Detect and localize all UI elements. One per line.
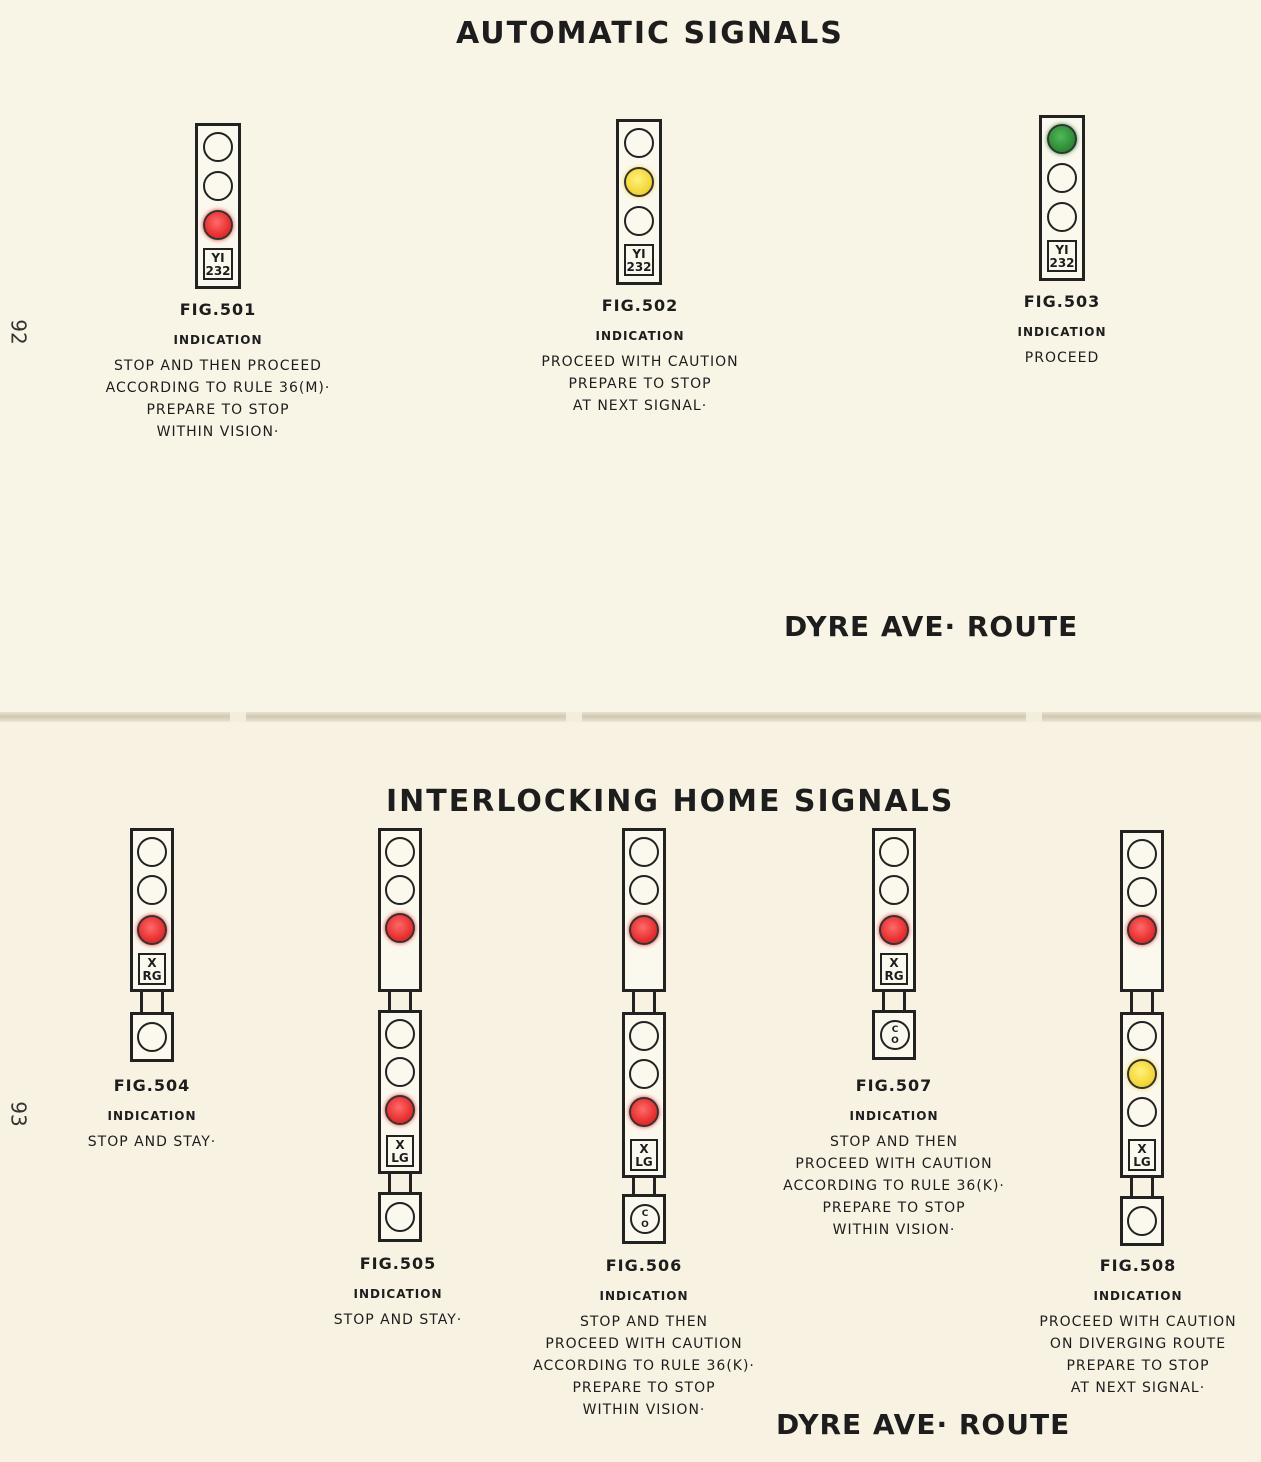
indication-line: PREPARE TO STOP xyxy=(572,1380,716,1396)
signal-mast xyxy=(388,992,412,1010)
figure-label: FIG.504 xyxy=(113,1076,191,1095)
lamp-bottom-red xyxy=(879,915,909,945)
indication-text xyxy=(60,355,376,443)
lamp-top xyxy=(1127,1021,1157,1051)
lamp-top xyxy=(624,128,654,158)
indication-line: AT NEXT SIGNAL· xyxy=(1070,1380,1206,1396)
indication-line: STOP AND STAY· xyxy=(87,1134,217,1150)
indication-text xyxy=(1018,1311,1258,1399)
plate-line: 232 xyxy=(626,260,652,274)
signal-number-plate xyxy=(624,244,654,276)
lower-signal-head xyxy=(378,1192,422,1242)
lamp-middle xyxy=(629,875,659,905)
caption-fig-505 xyxy=(298,1254,498,1331)
lamp-top xyxy=(385,1019,415,1049)
plate-line: YI xyxy=(1055,243,1069,257)
middle-signal-head xyxy=(378,1010,422,1174)
signal-plate xyxy=(880,953,908,985)
signal-mast xyxy=(140,992,164,1012)
plate-line: X xyxy=(1137,1142,1147,1156)
lamp-top xyxy=(137,837,167,867)
page-number: 92 xyxy=(6,319,31,345)
plate-line: RG xyxy=(142,969,162,983)
plate-line: LG xyxy=(635,1155,653,1169)
indication-line: STOP AND THEN xyxy=(579,1314,709,1330)
signal-mast xyxy=(882,992,906,1010)
figure-label: FIG.506 xyxy=(605,1256,683,1275)
call-on-marker xyxy=(880,1020,910,1050)
indication-text xyxy=(480,351,800,417)
caption-fig-501 xyxy=(60,300,376,443)
signal-number-plate xyxy=(203,248,233,280)
lamp-lower xyxy=(137,1022,167,1052)
fold-notch xyxy=(1026,712,1042,722)
page-92 xyxy=(0,0,1261,712)
page-heading-interlocking: INTERLOCKING HOME SIGNALS xyxy=(386,784,955,819)
page-93 xyxy=(0,722,1261,1462)
plate-line: LG xyxy=(391,1151,409,1165)
lamp-bottom-red xyxy=(385,1095,415,1125)
lower-signal-head xyxy=(130,1012,174,1062)
signal-plate xyxy=(386,1135,414,1167)
indication-line: PREPARE TO STOP xyxy=(568,376,712,392)
indication-line: PREPARE TO STOP xyxy=(822,1200,966,1216)
caption-fig-502 xyxy=(480,296,800,417)
lamp-top xyxy=(203,132,233,162)
indication-line: WITHIN VISION· xyxy=(832,1222,956,1238)
indication-line: STOP AND STAY· xyxy=(333,1312,463,1328)
lamp-middle xyxy=(385,1057,415,1087)
lamp-bottom-red xyxy=(137,915,167,945)
lamp-middle xyxy=(629,1059,659,1089)
figure-label: FIG.507 xyxy=(855,1076,933,1095)
lamp-top xyxy=(1127,839,1157,869)
upper-signal-head xyxy=(622,828,666,992)
signal-mast xyxy=(388,1174,412,1192)
lamp-top-green xyxy=(1047,124,1077,154)
call-on-marker xyxy=(630,1204,660,1234)
plate-line: YI xyxy=(211,251,225,265)
indication-label: INDICATION xyxy=(849,1109,939,1123)
figure-label: FIG.505 xyxy=(359,1254,437,1273)
indication-line: PROCEED WITH CAUTION xyxy=(545,1336,743,1352)
signal-head xyxy=(616,119,662,285)
lamp-middle xyxy=(1127,877,1157,907)
signal-mast xyxy=(1130,992,1154,1012)
lamp-bottom-red xyxy=(629,915,659,945)
lamp-middle xyxy=(203,171,233,201)
upper-signal-head xyxy=(130,828,174,992)
plate-line: LG xyxy=(1133,1155,1151,1169)
caption-fig-507 xyxy=(754,1076,1034,1241)
lamp-middle-yellow xyxy=(624,167,654,197)
lamp-top xyxy=(385,837,415,867)
caption-fig-506 xyxy=(504,1256,784,1421)
indication-text xyxy=(298,1309,498,1331)
indication-line: ACCORDING TO RULE 36(K)· xyxy=(783,1178,1005,1194)
lamp-lower xyxy=(1127,1206,1157,1236)
lamp-top xyxy=(879,837,909,867)
lamp-middle-yellow xyxy=(1127,1059,1157,1089)
plate-line: X xyxy=(147,956,157,970)
plate-line: 232 xyxy=(1049,256,1075,270)
indication-line: PREPARE TO STOP xyxy=(1066,1358,1210,1374)
indication-line: AT NEXT SIGNAL· xyxy=(572,398,708,414)
indication-line: ON DIVERGING ROUTE xyxy=(1049,1336,1227,1352)
lamp-middle xyxy=(385,875,415,905)
indication-line: WITHIN VISION· xyxy=(582,1402,706,1418)
plate-line: 232 xyxy=(205,264,231,278)
signal-head xyxy=(195,123,241,289)
lamp-bottom xyxy=(624,206,654,236)
signal-head xyxy=(1039,115,1085,281)
indication-text xyxy=(962,347,1162,369)
lamp-top xyxy=(629,1021,659,1051)
indication-label: INDICATION xyxy=(599,1289,689,1303)
page-heading-automatic: AUTOMATIC SIGNALS xyxy=(456,16,844,51)
signal-mast xyxy=(632,1178,656,1194)
indication-label: INDICATION xyxy=(1093,1289,1183,1303)
indication-label: INDICATION xyxy=(173,333,263,347)
indication-text xyxy=(62,1131,242,1153)
call-on-head xyxy=(622,1194,666,1244)
indication-label: INDICATION xyxy=(107,1109,197,1123)
indication-line: PREPARE TO STOP xyxy=(146,402,290,418)
route-label: DYRE AVE· ROUTE xyxy=(776,1408,1071,1441)
caption-fig-508 xyxy=(1018,1256,1258,1399)
figure-label: FIG.508 xyxy=(1099,1256,1177,1275)
lamp-top xyxy=(629,837,659,867)
signal-plate xyxy=(138,953,166,985)
lower-signal-head xyxy=(1120,1196,1164,1246)
indication-line: PROCEED WITH CAUTION xyxy=(795,1156,993,1172)
lamp-lower xyxy=(385,1202,415,1232)
signal-plate xyxy=(1128,1139,1156,1171)
indication-line: PROCEED WITH CAUTION xyxy=(1039,1314,1237,1330)
lamp-bottom-red xyxy=(203,210,233,240)
call-on-letter: C xyxy=(891,1025,899,1035)
lamp-bottom xyxy=(1047,202,1077,232)
signal-plate xyxy=(630,1139,658,1171)
indication-line: PROCEED WITH CAUTION xyxy=(541,354,739,370)
lamp-middle xyxy=(879,875,909,905)
indication-line: STOP AND THEN PROCEED xyxy=(114,358,322,374)
lamp-middle xyxy=(137,875,167,905)
caption-fig-504 xyxy=(62,1076,242,1153)
figure-label: FIG.503 xyxy=(1023,292,1101,311)
indication-line: STOP AND THEN xyxy=(829,1134,959,1150)
indication-text xyxy=(504,1311,784,1421)
indication-line: WITHIN VISION· xyxy=(156,424,280,440)
plate-line: X xyxy=(889,956,899,970)
upper-signal-head xyxy=(1120,830,1164,992)
caption-fig-503 xyxy=(962,292,1162,369)
call-on-letter: O xyxy=(641,1220,649,1230)
indication-text xyxy=(754,1131,1034,1241)
figure-label: FIG.502 xyxy=(601,296,679,315)
signal-mast xyxy=(632,992,656,1012)
lamp-bottom-red xyxy=(1127,915,1157,945)
plate-line: YI xyxy=(632,247,646,261)
upper-signal-head xyxy=(872,828,916,992)
signal-number-plate xyxy=(1047,240,1077,272)
middle-signal-head xyxy=(622,1012,666,1178)
plate-line: X xyxy=(395,1138,405,1152)
call-on-head xyxy=(872,1010,916,1060)
page-fold xyxy=(0,712,1261,722)
indication-line: ACCORDING TO RULE 36(M)· xyxy=(105,380,331,396)
indication-label: INDICATION xyxy=(353,1287,443,1301)
lamp-bottom xyxy=(1127,1097,1157,1127)
lamp-bottom-red xyxy=(629,1097,659,1127)
lamp-bottom-red xyxy=(385,913,415,943)
indication-label: INDICATION xyxy=(1017,325,1107,339)
upper-signal-head xyxy=(378,828,422,992)
middle-signal-head xyxy=(1120,1012,1164,1178)
indication-label: INDICATION xyxy=(595,329,685,343)
route-label: DYRE AVE· ROUTE xyxy=(784,610,1079,643)
page-number: 93 xyxy=(6,1101,31,1127)
indication-line: PROCEED xyxy=(1024,350,1100,366)
indication-line: ACCORDING TO RULE 36(K)· xyxy=(533,1358,755,1374)
call-on-letter: C xyxy=(641,1209,649,1219)
signal-mast xyxy=(1130,1178,1154,1196)
call-on-letter: O xyxy=(891,1036,899,1046)
fold-notch xyxy=(566,712,582,722)
lamp-middle xyxy=(1047,163,1077,193)
plate-line: X xyxy=(639,1142,649,1156)
figure-label: FIG.501 xyxy=(179,300,257,319)
plate-line: RG xyxy=(884,969,904,983)
fold-notch xyxy=(230,712,246,722)
